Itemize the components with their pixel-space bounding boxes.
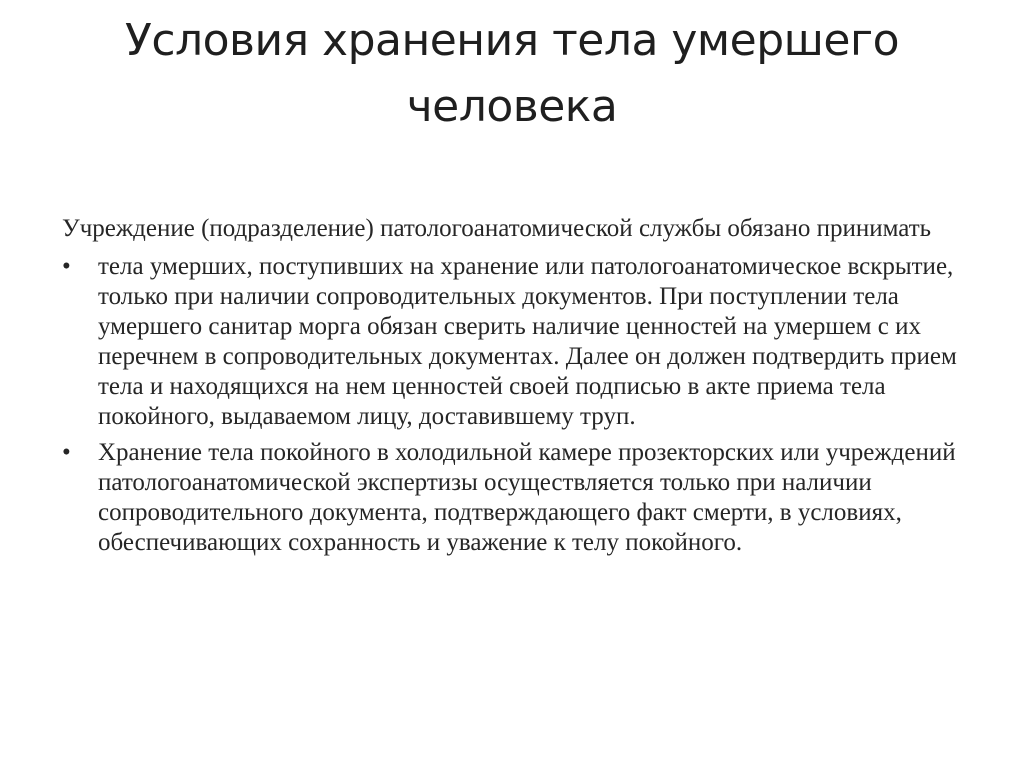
slide-title: Условия хранения тела умершего человека [125,15,899,132]
slide-body [62,214,962,564]
bullet-icon: • [62,439,71,466]
bullet-text: тела умерших, поступивших на хранение или патологоанатомическое вскрытие, только при наличии сопроводительных документов. При поступлении тела умершего санитар морга обязан сверить наличие ценностей на умершем с их перечнем в сопроводительных документах. Далее он должен подтвердить прием тела и находящихся на нем ценностей своей подписью в акте приема тела покойного, выдаваемом лицу, доставившему труп. [98,253,957,430]
bullet-item [62,438,962,558]
bullet-text: Хранение тела покойного в холодильной камере прозекторских или учреждений патологоанатомической экспертизы осуществляется только при наличии сопроводительного документа, подтверждающего факт смерти, в условиях, обеспечивающих сохранность и уважение к телу покойного. [98,439,956,556]
intro-paragraph: Учреждение (подразделение) патологоанатомической службы обязано принимать [62,215,932,242]
bullet-icon: • [62,253,71,280]
bullet-item [62,252,962,432]
